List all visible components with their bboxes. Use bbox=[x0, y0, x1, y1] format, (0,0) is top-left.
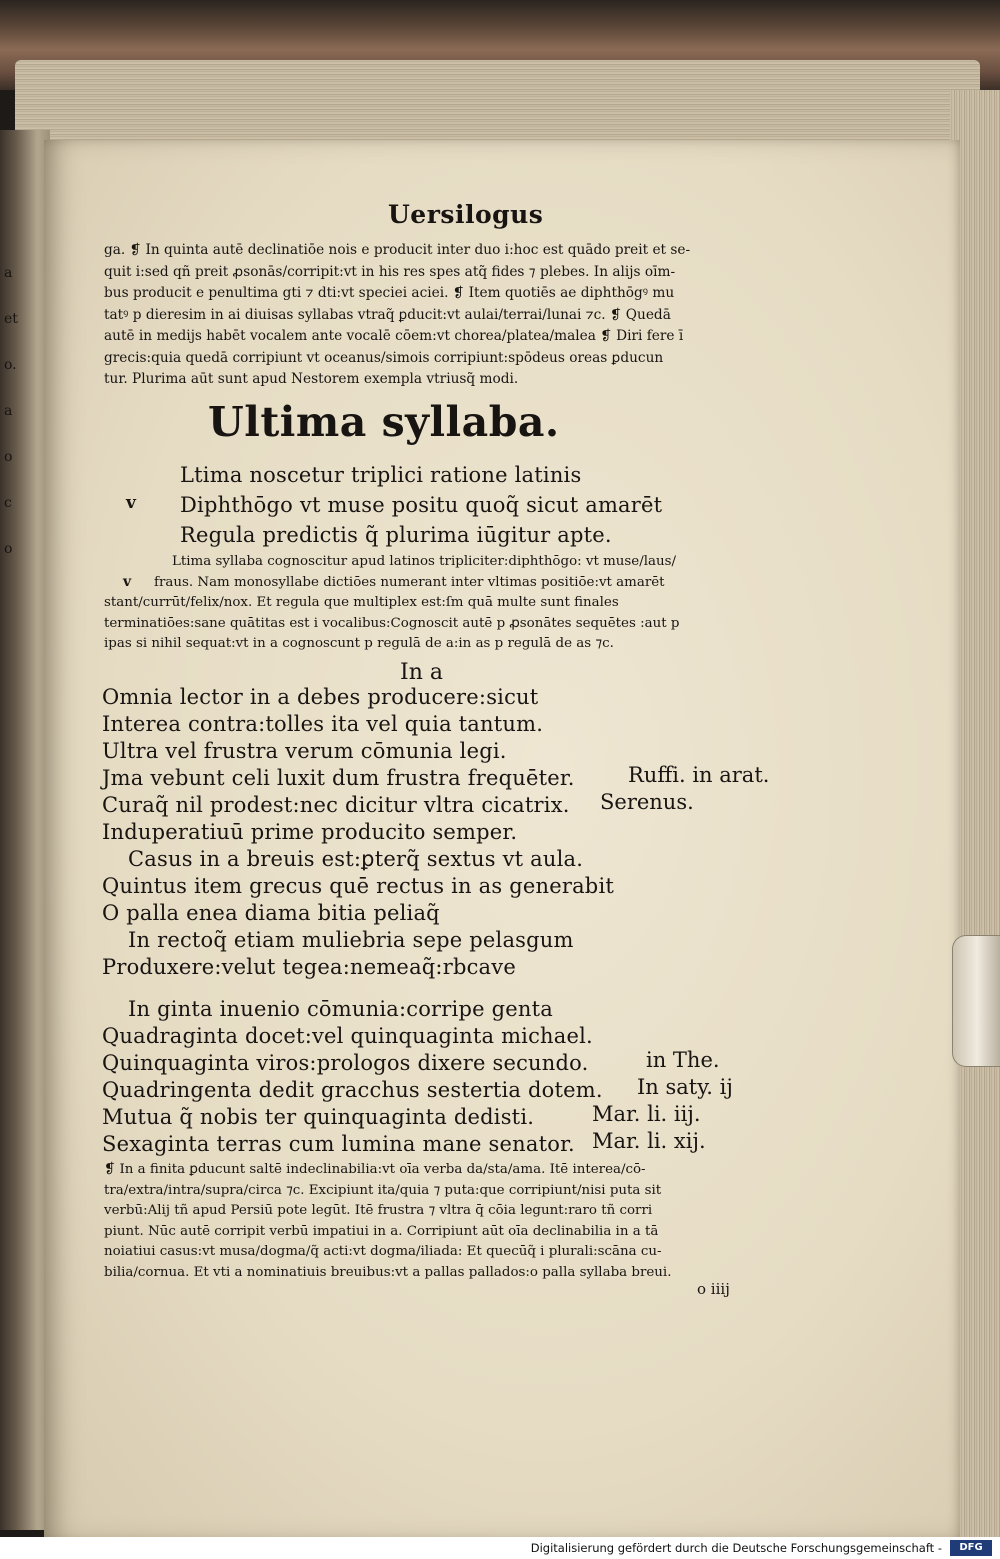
verse-line: Quadraginta docet:vel quinquaginta michael. bbox=[102, 1024, 593, 1048]
text-line: autē in medijs habēt vocalem ante vocalē cōem:vt chorea/platea/malea ❡ Diri fere ī bbox=[104, 328, 684, 344]
text-line: Ltima syllaba cognoscitur apud latinos tripliciter:diphthōgo: vt muse/laus/ bbox=[172, 554, 677, 569]
verse-line: In ginta inuenio cōmunia:corripe genta bbox=[128, 997, 553, 1021]
attribution: Mar. li. xij. bbox=[592, 1129, 706, 1153]
verse-line: Quintus item grecus quē rectus in as generabit bbox=[102, 874, 615, 898]
subheading: In a bbox=[400, 660, 443, 685]
text-line: grecis:quia quedā corripiunt vt oceanus/simois corripiunt:spōdeus oreas ꝑducun bbox=[104, 349, 664, 366]
text-line: bilia/cornua. Et vti a nominatiuis breuibus:vt a pallas pallados:o palla syllaba breui. bbox=[104, 1264, 672, 1280]
verse-line: Casus in a breuis est:ꝑterq̃ sextus vt aula. bbox=[128, 847, 584, 871]
verse-line: Curaq̃ nil prodest:nec dicitur vltra cicatrix. bbox=[102, 793, 570, 817]
text-line: stant/currūt/felix/nox. Et regula que multiplex est:ſm quā multe sunt finales bbox=[104, 595, 619, 610]
verse-line: Omnia lector in a debes producere:sicut bbox=[102, 685, 539, 709]
verse-line: Sexaginta terras cum lumina mane senator. bbox=[102, 1132, 575, 1156]
margin-letter: v bbox=[123, 574, 132, 590]
facing-page-fragments: a et o. a o c o bbox=[4, 265, 18, 557]
intro-paragraph bbox=[104, 240, 764, 391]
section-title: Ultima syllaba. bbox=[208, 398, 560, 446]
text-line: ga. ❡ In quinta autē declinatiōe nois e producit inter duo i:hoc est quādo preit et se- bbox=[104, 242, 691, 258]
closing-paragraph bbox=[104, 1160, 764, 1283]
main-verse: Regula predictis q̃ plurima iūgitur apte. bbox=[180, 523, 612, 547]
text-line: noiatiui casus:vt musa/dogma/q̃ acti:vt dogma/iliada: Et quecūq̃ i plurali:scāna cu- bbox=[104, 1244, 662, 1259]
commentary-paragraph bbox=[104, 552, 764, 655]
text-line: ipas si nihil sequat:vt in a cognoscunt p regulā de a:in as p regulā de as ⁊c. bbox=[104, 636, 614, 651]
attribution: Ruffi. in arat. bbox=[628, 763, 770, 787]
attribution: In saty. ij bbox=[637, 1075, 733, 1099]
main-verse: Diphthōgo vt muse positu quoq̃ sicut amarēt bbox=[180, 493, 663, 517]
verse-line: Induperatiuū prime producito semper. bbox=[102, 820, 518, 844]
verse-line: Quadringenta dedit gracchus sestertia dotem. bbox=[102, 1078, 603, 1102]
verse-line: Mutua q̃ nobis ter quinquaginta dedisti. bbox=[102, 1105, 535, 1129]
text-line: fraus. Nam monosyllabe dictiōes numerant inter vltimas positiōe:vt amarēt bbox=[154, 574, 665, 590]
page-block-top bbox=[15, 60, 980, 145]
text-line: ❡ In a finita ꝑducunt saltē indeclinabilia:vt oīa verba da/sta/ama. Itē interea/cō- bbox=[104, 1162, 646, 1177]
margin-letter: v bbox=[126, 493, 136, 513]
verse-line: Jma vebunt celi luxit dum frustra frequēter. bbox=[102, 766, 575, 790]
text-line: tatꝰ p dieresim in ai diuisas syllabas vtraq̃ ꝑducit:vt aulai/terrai/lunai ⁊c. ❡ Quedā bbox=[104, 306, 671, 323]
running-head: Uersilogus bbox=[388, 200, 544, 229]
text-line: verbū:Alij tñ apud Persiū pote legūt. Itē frustra ⁊ vltra q̄ cōia legunt:raro tñ corri bbox=[104, 1203, 653, 1218]
verse-line: In rectoq̃ etiam muliebria sepe pelasgum bbox=[128, 928, 574, 952]
page-clip bbox=[952, 935, 1000, 1067]
verse-line: Interea contra:tolles ita vel quia tantum. bbox=[102, 712, 544, 736]
text-line: bus producit e penultima gti ⁊ dti:vt speciei aciei. ❡ Item quotiēs ae diphthōgꝰ mu bbox=[104, 285, 675, 301]
text-line: tra/extra/intra/supra/circa ⁊c. Excipiunt ita/quia ⁊ puta:que corripiunt/nisi puta sit bbox=[104, 1182, 662, 1198]
attribution: in The. bbox=[646, 1048, 720, 1072]
funding-footer: Digitalisierung gefördert durch die Deutsche Forschungsgemeinschaft - bbox=[530, 1541, 942, 1555]
verse-line: O palla enea diama bitia peliaq̃ bbox=[102, 901, 440, 925]
text-line: piunt. Nūc autē corripit verbū impatiui in a. Corripiunt aūt oīa declinabilia in a tā bbox=[104, 1223, 659, 1239]
signature-mark: o iiij bbox=[697, 1280, 730, 1298]
dfg-logo: DFG bbox=[950, 1540, 992, 1556]
attribution: Mar. li. iij. bbox=[592, 1102, 701, 1126]
main-verse: Ltima noscetur triplici ratione latinis bbox=[180, 463, 582, 487]
verse-line: Produxere:velut tegea:nemeaq̃:rbcave bbox=[102, 955, 516, 979]
verse-line: Quinquaginta viros:prologos dixere secundo. bbox=[102, 1051, 589, 1075]
text-line: terminatiōes:sane quātitas est i vocalibus:Cognoscit autē p ꝓsonātes sequētes :aut p bbox=[104, 615, 680, 631]
verse-line: Ultra vel frustra verum cōmunia legi. bbox=[102, 739, 507, 763]
text-line: tur. Plurima aūt sunt apud Nestorem exempla vtriusq̃ modi. bbox=[104, 371, 519, 387]
attribution: Serenus. bbox=[600, 790, 694, 814]
text-line: quit i:sed qñ preit ꝓsonās/corripit:vt in his res spes atq̃ fides ⁊ plebes. In alijs oīm- bbox=[104, 263, 676, 280]
